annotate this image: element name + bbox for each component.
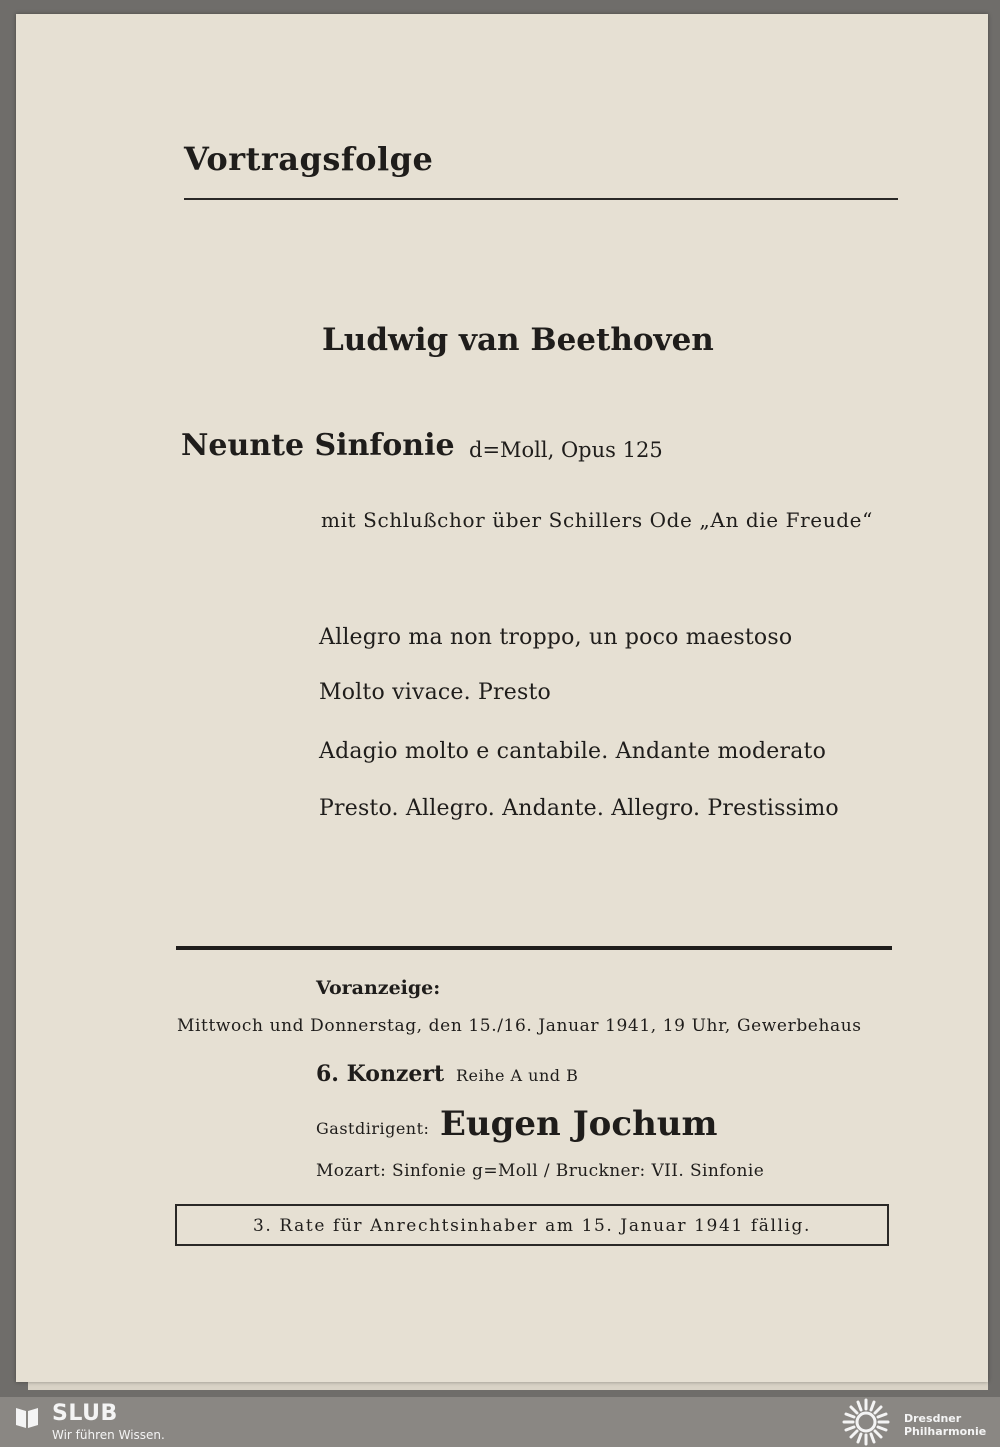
movement-3: Adagio molto e cantabile. Andante moderato [319, 739, 827, 764]
movement-4: Presto. Allegro. Andante. Allegro. Prestissimo [319, 796, 839, 821]
work-subtitle: mit Schlußchor über Schillers Ode „An die Freude“ [321, 508, 873, 532]
composer-name: Ludwig van Beethoven [322, 322, 714, 358]
paper-lower-edge [28, 1382, 988, 1390]
preview-program: Mozart: Sinfonie g=Moll / Bruckner: VII. Sinfonie [316, 1161, 765, 1181]
slub-name: SLUB [52, 1401, 118, 1426]
work-key-opus: d=Moll, Opus 125 [469, 438, 663, 462]
preview-concert: 6. Konzert [316, 1061, 445, 1087]
philharmonie-name-line2: Philharmonie [904, 1425, 987, 1438]
page-title: Vortragsfolge [184, 140, 434, 178]
program-page [16, 14, 988, 1382]
guest-conductor-name: Eugen Jochum [440, 1104, 718, 1144]
philharmonie-name-line1: Dresdner [904, 1412, 962, 1425]
preview-label: Voranzeige: [316, 977, 441, 999]
guest-conductor-label: Gastdirigent: [316, 1119, 430, 1138]
notice-text: 3. Rate für Anrechtsinhaber am 15. Januar 1941 fällig. [252, 1216, 812, 1236]
slub-book-icon [14, 1404, 40, 1430]
title-divider [184, 198, 898, 200]
work-title: Neunte Sinfonie [181, 428, 455, 463]
movement-1: Allegro ma non troppo, un poco maestoso [319, 625, 793, 650]
preview-series: Reihe A und B [456, 1066, 579, 1085]
slub-tagline: Wir führen Wissen. [52, 1428, 165, 1442]
viewer-footer [0, 1397, 1000, 1447]
preview-date-line: Mittwoch und Donnerstag, den 15./16. Januar 1941, 19 Uhr, Gewerbehaus [177, 1016, 862, 1036]
sunburst-icon [840, 1397, 892, 1447]
movement-2: Molto vivace. Presto [319, 680, 551, 705]
notice-box [175, 1204, 889, 1246]
section-divider [176, 946, 892, 950]
